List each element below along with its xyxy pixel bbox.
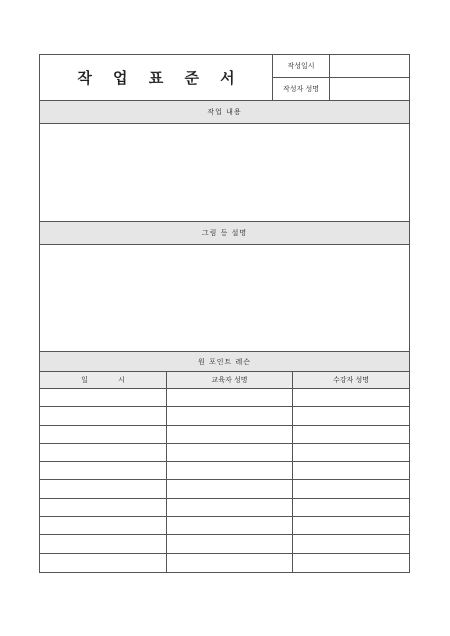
trainee-cell[interactable]: [293, 480, 409, 497]
written-date-label: 작성일시: [273, 55, 330, 77]
date-cell[interactable]: [40, 554, 167, 572]
trainee-cell[interactable]: [293, 462, 409, 479]
date-cell[interactable]: [40, 426, 167, 443]
instructor-cell[interactable]: [167, 462, 293, 479]
work-content-area[interactable]: [40, 124, 409, 222]
author-field[interactable]: [330, 78, 409, 100]
work-content-heading: 작업 내용: [40, 101, 409, 124]
table-row: [40, 517, 409, 535]
trainee-cell[interactable]: [293, 499, 409, 516]
table-row: [40, 499, 409, 517]
table-row: [40, 462, 409, 480]
one-point-lesson-heading: 원 포인트 레슨: [40, 352, 409, 372]
instructor-cell[interactable]: [167, 535, 293, 552]
figure-description-heading: 그림 등 설명: [40, 222, 409, 245]
author-row: [273, 78, 409, 100]
lesson-table-header: [40, 372, 409, 389]
instructor-cell[interactable]: [167, 554, 293, 572]
date-cell[interactable]: [40, 444, 167, 461]
table-row: [40, 426, 409, 444]
instructor-cell[interactable]: [167, 517, 293, 534]
instructor-cell[interactable]: [167, 426, 293, 443]
table-row: [40, 480, 409, 498]
trainee-cell[interactable]: [293, 535, 409, 552]
instructor-cell[interactable]: [167, 444, 293, 461]
trainee-cell[interactable]: [293, 426, 409, 443]
table-row: [40, 389, 409, 407]
table-row: [40, 554, 409, 572]
form-header: [40, 55, 409, 101]
table-row: [40, 407, 409, 425]
trainee-cell[interactable]: [293, 517, 409, 534]
table-row: [40, 535, 409, 553]
work-standard-form: [39, 54, 410, 573]
trainee-column-header: 수강자 성명: [332, 376, 370, 384]
instructor-cell[interactable]: [167, 480, 293, 497]
instructor-column-header: 교육자 성명: [167, 372, 293, 388]
date-cell[interactable]: [40, 462, 167, 479]
date-cell[interactable]: [40, 389, 167, 406]
written-date-row: [273, 55, 409, 78]
lesson-table-body: [40, 389, 409, 572]
date-cell[interactable]: [40, 517, 167, 534]
instructor-cell[interactable]: [167, 389, 293, 406]
figure-description-area[interactable]: [40, 245, 409, 352]
instructor-cell[interactable]: [167, 499, 293, 516]
trainee-cell[interactable]: [293, 444, 409, 461]
author-label: 작성자 성명: [273, 78, 330, 100]
trainee-cell[interactable]: [293, 407, 409, 424]
meta-block: [273, 55, 409, 100]
document-title: 작 업 표 준 서: [40, 55, 273, 100]
instructor-cell[interactable]: [167, 407, 293, 424]
trainee-cell[interactable]: [293, 389, 409, 406]
date-cell[interactable]: [40, 535, 167, 552]
written-date-field[interactable]: [330, 55, 409, 77]
date-cell[interactable]: [40, 407, 167, 424]
trainee-cell[interactable]: [293, 554, 409, 572]
table-row: [40, 444, 409, 462]
date-column-header: 일 시: [40, 372, 167, 388]
date-cell[interactable]: [40, 499, 167, 516]
date-cell[interactable]: [40, 480, 167, 497]
